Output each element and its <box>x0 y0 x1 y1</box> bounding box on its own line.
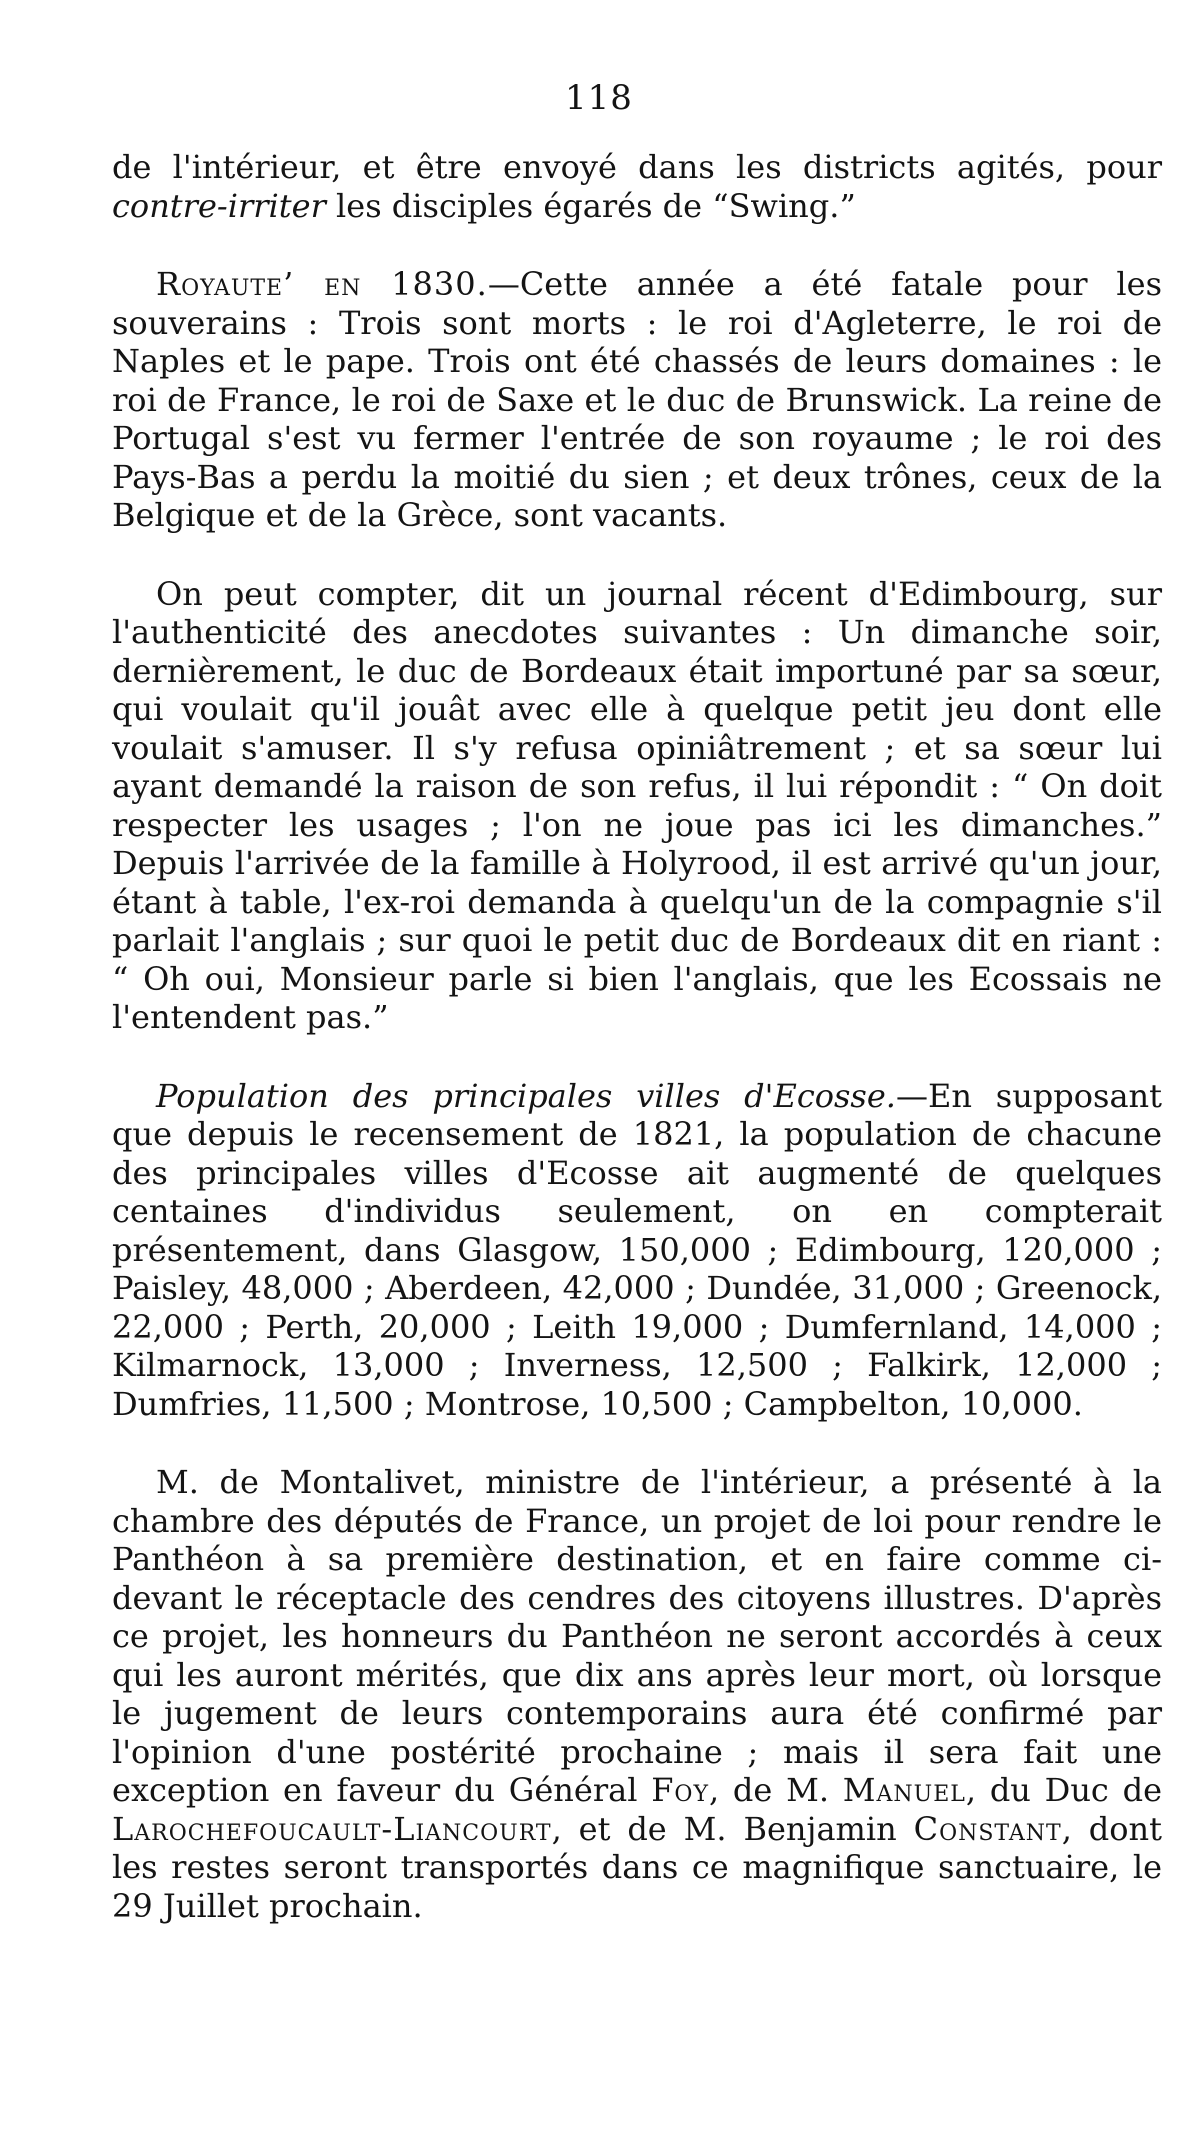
paragraph-text: , et de M. Benjamin <box>551 1809 914 1848</box>
paragraph-text: , du Duc de <box>965 1771 1163 1809</box>
paragraph-text: les disciples égarés de “Swing.” <box>325 186 856 225</box>
paragraph-anecdotes <box>112 575 1162 1037</box>
name-foy: Foy <box>651 1771 709 1809</box>
name-constant: Constant <box>913 1809 1062 1848</box>
paragraph-text: M. de Montalivet, ministre de l'intérieur, a présenté à la chambre des députés de France, un projet de loi pour rendre le Panthéon à sa première destination, et en faire comme ci-devant le réceptacle des cendres des citoyens illustres. D'après ce projet, les honneurs du Panthéon ne seront accordés à ceux qui les auront mérités, que dix ans après leur mort, où lorsque le jugement de leurs contemporains aura été confirmé par l'opinion d'une postérité prochaine ; mais il sera fait une exception en faveur du Général <box>112 1463 1162 1809</box>
section-lead: Population des principales villes d'Ecosse. <box>156 1076 896 1115</box>
paragraph-royaute <box>112 265 1162 535</box>
name-larochefoucault: Larochefoucault-Liancourt <box>112 1809 552 1848</box>
paragraph-text: —En supposant que depuis le recensement de 1821, la population de chacune des principales villes d'Ecosse ait augmenté de quelques centaines d'individus seulement, on en compterait présentement, dans Glasgow, 150,000 ; Edimbourg, 120,000 ; Paisley, 48,000 ; Aberdeen, 42,000 ; Dundée, 31,000 ; Greenock, 22,000 ; Perth, 20,000 ; Leith 19,000 ; Dumfernland, 14,000 ; Kilmarnock, 13,000 ; Inverness, 12,500 ; Falkirk, 12,000 ; Dumfries, 11,500 ; Montrose, 10,500 ; Campbelton, 10,000. <box>112 1076 1162 1423</box>
paragraph-pantheon <box>112 1463 1162 1925</box>
paragraph-text: de l'intérieur, et être envoyé dans les districts agités, pour <box>112 148 1162 186</box>
section-lead: Royaute’ en 1830. <box>156 265 488 303</box>
paragraph-text: , dont les restes seront transportés dans ce magnifique sanctuaire, le 29 Juillet prochain. <box>112 1809 1162 1925</box>
italic-term: contre-irriter <box>112 186 326 225</box>
paragraph-population <box>112 1077 1162 1424</box>
paragraph-text: , de M. <box>708 1771 843 1809</box>
paragraph-text: On peut compter, dit un journal récent d'Edimbourg, sur l'authenticité des anecdotes suivantes : Un dimanche soir, dernièrement, le duc de Bordeaux était importuné par sa sœur, qui voulait qu'il jouât avec elle à quelque petit jeu dont elle voulait s'amuser. Il s'y refusa opiniâtrement ; et sa sœur lui ayant demandé la raison de son refus, il lui répondit : “ On doit respecter les usages ; l'on ne joue pas ici les dimanches.” Depuis l'arrivée de la famille à Holyrood, il est arrivé qu'un jour, étant à table, l'ex-roi demanda à quelqu'un de la compagnie s'il parlait l'anglais ; sur quoi le petit duc de Bordeaux dit en riant : “ Oh oui, Monsieur parle si bien l'anglais, que les Ecossais ne l'entendent pas.” <box>112 574 1162 1036</box>
page-number: 118 <box>565 78 633 118</box>
name-manuel: Manuel <box>842 1771 966 1809</box>
paragraph-text: —Cette année a été fatale pour les souverains : Trois sont morts : le roi d'Agleterre, le roi de Naples et le pape. Trois ont été chassés de leurs domaines : le roi de France, le roi de Saxe et le duc de Brunswick. La reine de Portugal s'est vu fermer l'entrée de son royaume ; le roi des Pays-Bas a perdu la moitié du sien ; et deux trônes, ceux de la Belgique et de la Grèce, sont vacants. <box>112 265 1162 534</box>
paragraph-swing <box>112 148 1162 225</box>
text-column <box>112 148 1162 1925</box>
